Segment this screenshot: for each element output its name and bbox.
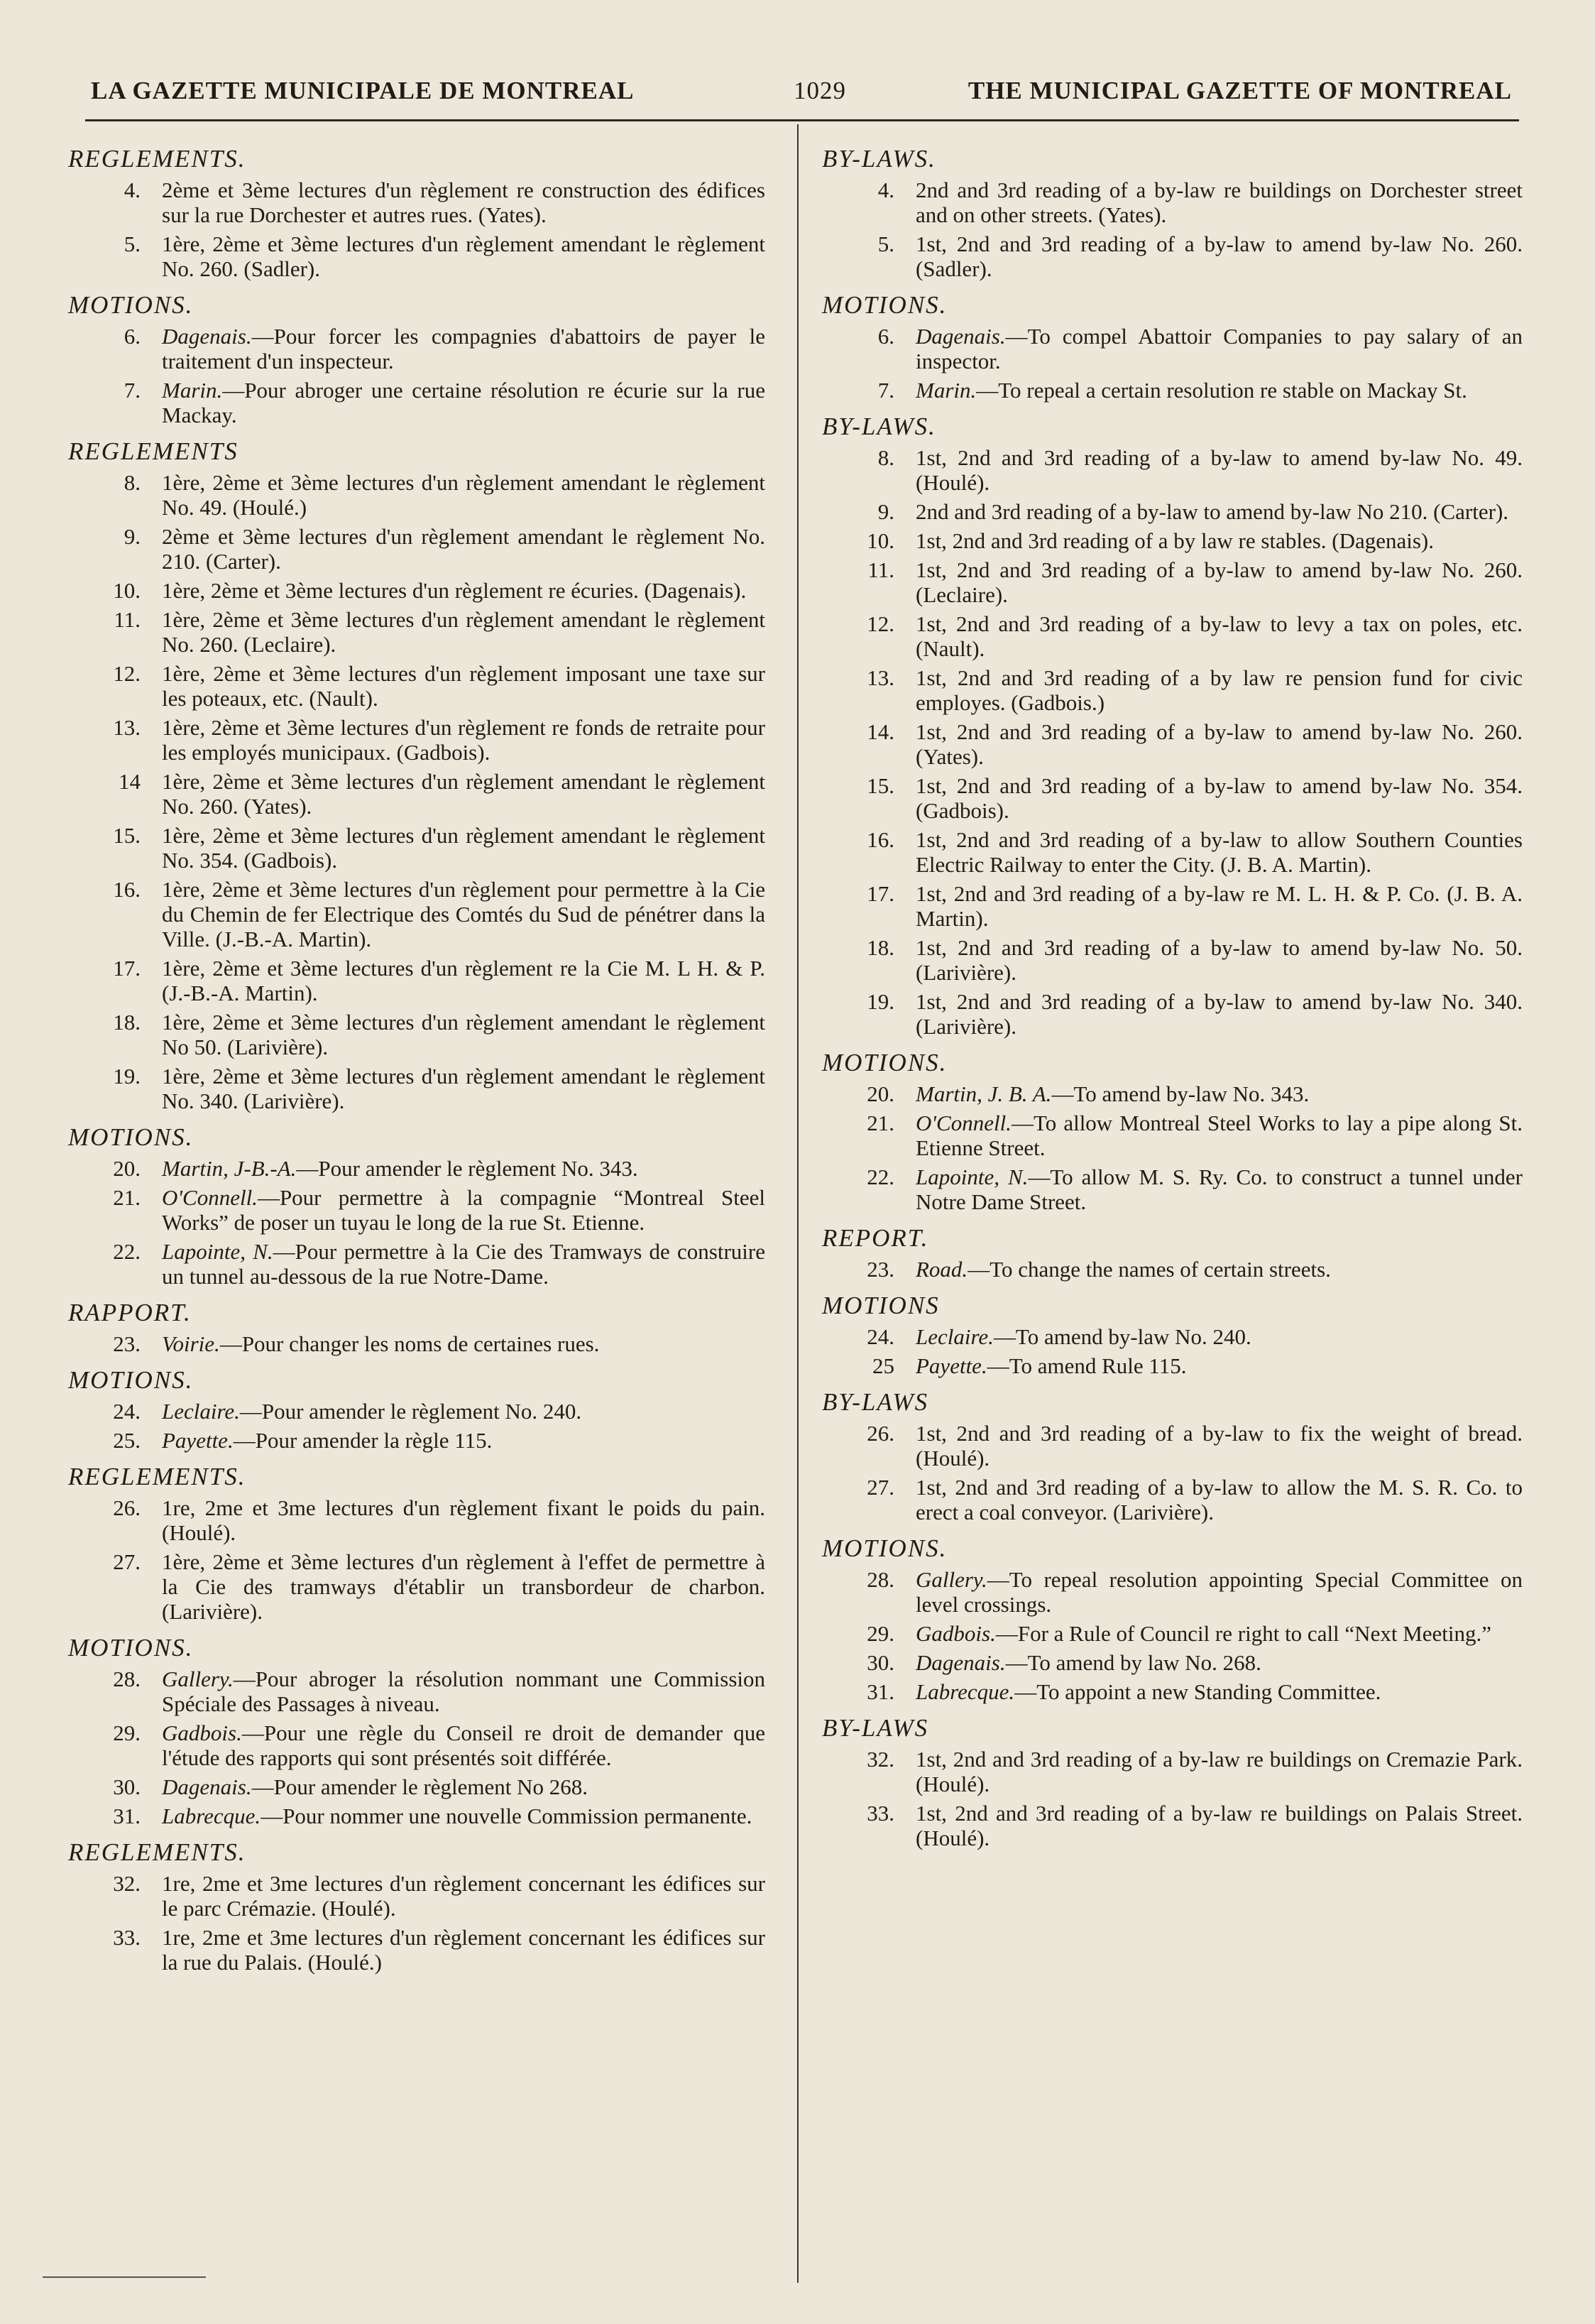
item-mover: Labrecque. — [916, 1679, 1015, 1704]
item-number: 16. — [113, 877, 141, 902]
item-mover: Voirie. — [162, 1331, 220, 1356]
agenda-item — [809, 1353, 1537, 1378]
item-number: 13. — [867, 665, 894, 690]
item-mover: Lapointe, N. — [162, 1239, 273, 1264]
item-text: 2nd and 3rd reading of a by-law to amend by-law No 210. (Carter). — [916, 499, 1509, 524]
item-number: 6. — [877, 324, 894, 349]
item-number: 24. — [867, 1324, 894, 1349]
item-number: 8. — [124, 470, 141, 495]
item-number: 12. — [113, 661, 141, 686]
item-text: 1st, 2nd and 3rd reading of a by-law to amend by-law No. 354. (Gadbois). — [916, 773, 1523, 823]
section-heading: REGLEMENTS — [68, 437, 239, 465]
agenda-item — [55, 956, 779, 1005]
section-heading: MOTIONS. — [68, 291, 194, 319]
agenda-item — [809, 1621, 1537, 1646]
item-text: 1ère, 2ème et 3ème lectures d'un règlement re la Cie M. L H. & P. (J.-B.-A. Martin). — [162, 956, 765, 1005]
column-divider — [797, 124, 799, 2283]
agenda-item — [809, 499, 1537, 524]
item-number: 15. — [867, 773, 894, 798]
agenda-item — [809, 1164, 1537, 1214]
item-mover: O'Connell. — [916, 1111, 1012, 1135]
agenda-item — [55, 1925, 779, 1975]
footer-rule — [43, 2276, 206, 2278]
agenda-item — [809, 1567, 1537, 1617]
item-number: 7. — [877, 378, 894, 403]
item-number: 18. — [867, 935, 894, 960]
agenda-item — [55, 769, 779, 819]
item-number: 5. — [124, 231, 141, 256]
section-heading: BY-LAWS. — [822, 413, 936, 440]
item-text: —Pour amender la règle 115. — [233, 1428, 493, 1453]
item-text: —To amend Rule 115. — [987, 1353, 1187, 1378]
item-number: 28. — [113, 1666, 141, 1691]
item-text: —To amend by-law No. 240. — [993, 1324, 1251, 1349]
item-mover: Dagenais. — [162, 1774, 252, 1799]
item-number: 21. — [867, 1111, 894, 1135]
item-text: 1st, 2nd and 3rd reading of a by-law to allow Southern Counties Electric Railway to enter the City. (J. B. A. Martin). — [916, 827, 1523, 877]
item-number: 17. — [867, 881, 894, 906]
page-number: 1029 — [794, 77, 846, 104]
item-text: —Pour permettre à la Cie des Tramways de construire un tunnel au-dessous de la rue Notre-Dame. — [162, 1239, 765, 1289]
section-heading: REGLEMENTS. — [68, 145, 246, 173]
item-number: 31. — [113, 1804, 141, 1828]
item-number: 22. — [113, 1239, 141, 1264]
item-text: 1ère, 2ème et 3ème lectures d'un règlement amendant le règlement No. 340. (Larivière). — [162, 1064, 765, 1113]
agenda-item — [55, 1428, 779, 1453]
item-number: 27. — [867, 1475, 894, 1500]
item-mover: Gallery. — [162, 1666, 234, 1691]
header-rule — [85, 119, 1519, 121]
item-number: 19. — [867, 989, 894, 1014]
item-number: 4. — [124, 178, 141, 202]
agenda-item — [55, 1804, 779, 1828]
item-mover: Leclaire. — [162, 1399, 240, 1424]
agenda-item — [55, 324, 779, 373]
item-number: 16. — [867, 827, 894, 852]
agenda-item — [809, 665, 1537, 715]
item-number: 8. — [877, 445, 894, 470]
item-text: 1ère, 2ème et 3ème lectures d'un règlement amendant le règlement No. 49. (Houlé.) — [162, 470, 765, 520]
agenda-item — [809, 178, 1537, 227]
item-number: 27. — [113, 1549, 141, 1574]
agenda-item — [55, 1720, 779, 1770]
item-number: 6. — [124, 324, 141, 349]
item-text: 1ère, 2ème et 3ème lectures d'un règlement à l'effet de permettre à la Cie des tramways d'établir un transbordeur de charbon. (Larivière). — [162, 1549, 765, 1624]
item-text: 1st, 2nd and 3rd reading of a by law re pension fund for civic employes. (Gadbois.) — [916, 665, 1523, 715]
section-heading: BY-LAWS — [822, 1388, 929, 1416]
item-number: 23. — [113, 1331, 141, 1356]
item-text: 1st, 2nd and 3rd reading of a by-law re M. L. H. & P. Co. (J. B. A. Martin). — [916, 881, 1523, 931]
item-text: —To repeal resolution appointing Special Committee on level crossings. — [916, 1567, 1523, 1617]
agenda-item — [55, 1064, 779, 1113]
agenda-item — [809, 773, 1537, 823]
section-heading: REPORT. — [822, 1224, 929, 1252]
header-title-french: LA GAZETTE MUNICIPALE DE MONTREAL — [91, 77, 635, 104]
item-text: —Pour une règle du Conseil re droit de demander que l'étude des rapports qui sont présentés soit différée. — [162, 1720, 765, 1770]
item-number: 28. — [867, 1567, 894, 1592]
item-text: —Pour nommer une nouvelle Commission permanente. — [261, 1804, 752, 1828]
item-mover: Marin. — [916, 378, 977, 403]
section-heading: BY-LAWS — [822, 1714, 929, 1742]
item-text: 1st, 2nd and 3rd reading of a by-law to amend by-law No. 260. (Yates). — [916, 719, 1523, 769]
agenda-item — [55, 524, 779, 574]
item-number: 21. — [113, 1185, 141, 1210]
item-text: 1st, 2nd and 3rd reading of a by-law re buildings on Palais Street. (Houlé). — [916, 1801, 1523, 1850]
item-text: 1ère, 2ème et 3ème lectures d'un règlement re fonds de retraite pour les employés municipaux. (Gadbois). — [162, 715, 765, 765]
item-text: 1st, 2nd and 3rd reading of a by-law to amend by-law No. 50. (Larivière). — [916, 935, 1523, 985]
item-number: 20. — [113, 1156, 141, 1181]
item-number: 9. — [877, 499, 894, 524]
item-text: —To appoint a new Standing Committee. — [1014, 1679, 1381, 1704]
item-text: 1ère, 2ème et 3ème lectures d'un règlement amendant le règlement No. 260. (Leclaire). — [162, 607, 765, 657]
item-mover: Lapointe, N. — [916, 1164, 1029, 1189]
section-heading: BY-LAWS. — [822, 145, 936, 173]
item-text: —To amend by-law No. 343. — [1051, 1081, 1310, 1106]
item-text: 1st, 2nd and 3rd reading of a by-law to amend by-law No. 260. (Sadler). — [916, 231, 1523, 281]
item-number: 13. — [113, 715, 141, 740]
agenda-item — [809, 1747, 1537, 1796]
section-heading: MOTIONS. — [822, 1534, 948, 1562]
page-header — [85, 77, 1519, 112]
section-heading: MOTIONS. — [68, 1634, 194, 1662]
item-text: 2ème et 3ème lectures d'un règlement re construction des édifices sur la rue Dorchester et autres rues. (Yates). — [162, 178, 765, 227]
item-number: 14. — [867, 719, 894, 744]
item-number: 30. — [113, 1774, 141, 1799]
agenda-item — [55, 1010, 779, 1059]
item-text: 2nd and 3rd reading of a by-law re buildings on Dorchester street and on other streets. (Yates). — [916, 178, 1523, 227]
item-text: 1ère, 2ème et 3ème lectures d'un règlement re écuries. (Dagenais). — [162, 578, 747, 603]
section-heading: MOTIONS. — [68, 1366, 194, 1394]
item-number: 4. — [877, 178, 894, 202]
agenda-item — [809, 935, 1537, 985]
item-text: —Pour amender le règlement No 268. — [251, 1774, 588, 1799]
agenda-item — [809, 611, 1537, 661]
item-mover: Gallery. — [916, 1567, 987, 1592]
section-heading: REGLEMENTS. — [68, 1463, 246, 1490]
agenda-item — [55, 1495, 779, 1545]
item-text: —For a Rule of Council re right to call “Next Meeting.” — [995, 1621, 1492, 1646]
item-mover: Gadbois. — [162, 1720, 242, 1745]
item-number: 9. — [124, 524, 141, 549]
item-text: —To compel Abattoir Companies to pay salary of an inspector. — [916, 324, 1523, 373]
item-number: 30. — [867, 1650, 894, 1675]
item-text: —To allow M. S. Ry. Co. to construct a tunnel under Notre Dame Street. — [916, 1164, 1523, 1214]
item-mover: Martin, J-B.-A. — [162, 1156, 297, 1181]
agenda-item — [809, 1081, 1537, 1106]
item-number: 25. — [113, 1428, 141, 1453]
item-number: 11. — [114, 607, 141, 632]
item-number: 20. — [867, 1081, 894, 1106]
item-text: —Pour forcer les compagnies d'abattoirs de payer le traitement d'un inspecteur. — [162, 324, 765, 373]
item-number: 24. — [113, 1399, 141, 1424]
item-text: 1ère, 2ème et 3ème lectures d'un règlement amendant le règlement No. 260. (Sadler). — [162, 231, 765, 281]
agenda-item — [809, 1801, 1537, 1850]
item-mover: Labrecque. — [162, 1804, 261, 1828]
item-text: —Pour permettre à la compagnie “Montreal Steel Works” de poser un tuyau le long de la rue St. Etienne. — [162, 1185, 765, 1235]
item-text: 1st, 2nd and 3rd reading of a by-law to amend by-law No. 340. (Larivière). — [916, 989, 1523, 1039]
agenda-item — [809, 1257, 1537, 1282]
item-text: —Pour abroger une certaine résolution re écurie sur la rue Mackay. — [162, 378, 765, 427]
item-text: 1st, 2nd and 3rd reading of a by-law to amend by-law No. 49. (Houlé). — [916, 445, 1523, 495]
item-text: 1st, 2nd and 3rd reading of a by-law to amend by-law No. 260. (Leclaire). — [916, 557, 1523, 607]
item-text: 1ère, 2ème et 3ème lectures d'un règlement amendant le règlement No. 354. (Gadbois). — [162, 823, 765, 873]
item-text: 1st, 2nd and 3rd reading of a by-law re buildings on Cremazie Park. (Houlé). — [916, 1747, 1523, 1796]
section-heading: MOTIONS — [822, 1292, 940, 1319]
item-number: 10. — [113, 578, 141, 603]
item-number: 15. — [113, 823, 141, 848]
agenda-item — [809, 1679, 1537, 1704]
item-number: 33. — [113, 1925, 141, 1950]
agenda-item — [809, 557, 1537, 607]
item-mover: Dagenais. — [916, 324, 1006, 349]
agenda-item — [55, 1549, 779, 1624]
agenda-item — [809, 1475, 1537, 1524]
item-number: 10. — [867, 528, 894, 553]
item-number: 22. — [867, 1164, 894, 1189]
item-text: —To repeal a certain resolution re stable on Mackay St. — [976, 378, 1467, 403]
item-number: 12. — [867, 611, 894, 636]
agenda-item — [809, 719, 1537, 769]
item-text: 1st, 2nd and 3rd reading of a by law re stables. (Dagenais). — [916, 528, 1434, 553]
english-column — [809, 135, 1537, 1855]
item-text: 1ère, 2ème et 3ème lectures d'un règlement amendant le règlement No 50. (Larivière). — [162, 1010, 765, 1059]
agenda-item — [55, 661, 779, 711]
agenda-item — [55, 1156, 779, 1181]
header-title-english: THE MUNICIPAL GAZETTE OF MONTREAL — [968, 77, 1512, 104]
agenda-item — [809, 378, 1537, 403]
item-mover: Dagenais. — [916, 1650, 1006, 1675]
item-text: —Pour amender le règlement No. 343. — [296, 1156, 638, 1181]
item-mover: Leclaire. — [916, 1324, 994, 1349]
item-text: 1st, 2nd and 3rd reading of a by-law to levy a tax on poles, etc. (Nault). — [916, 611, 1523, 661]
agenda-item — [809, 231, 1537, 281]
item-mover: Dagenais. — [162, 324, 252, 349]
section-heading: MOTIONS. — [68, 1123, 194, 1151]
item-mover: O'Connell. — [162, 1185, 258, 1210]
agenda-item — [55, 378, 779, 427]
section-heading: MOTIONS. — [822, 291, 948, 319]
item-text: 1re, 2me et 3me lectures d'un règlement concernant les édifices sur la rue du Palais. (Houlé.) — [162, 1925, 765, 1975]
french-column — [55, 135, 779, 1979]
item-number: 14 — [119, 769, 141, 794]
item-text: 1re, 2me et 3me lectures d'un règlement concernant les édifices sur le parc Crémazie. (Houlé). — [162, 1871, 765, 1921]
item-number: 31. — [867, 1679, 894, 1704]
agenda-item — [55, 823, 779, 873]
agenda-item — [809, 1111, 1537, 1160]
item-text: 1ère, 2ème et 3ème lectures d'un règlement amendant le règlement No. 260. (Yates). — [162, 769, 765, 819]
agenda-item — [55, 470, 779, 520]
item-text: 1st, 2nd and 3rd reading of a by-law to allow the M. S. R. Co. to erect a coal conveyor. (Larivière). — [916, 1475, 1523, 1524]
agenda-item — [809, 827, 1537, 877]
agenda-item — [55, 1239, 779, 1289]
item-number: 17. — [113, 956, 141, 981]
section-heading: RAPPORT. — [68, 1299, 192, 1326]
section-heading: REGLEMENTS. — [68, 1838, 246, 1866]
item-text: —Pour abroger la résolution nommant une Commission Spéciale des Passages à niveau. — [162, 1666, 765, 1716]
item-number: 5. — [877, 231, 894, 256]
agenda-item — [55, 1871, 779, 1921]
agenda-item — [55, 1331, 779, 1356]
agenda-item — [809, 1421, 1537, 1471]
item-number: 33. — [867, 1801, 894, 1826]
item-text: —Pour amender le règlement No. 240. — [239, 1399, 582, 1424]
item-number: 32. — [867, 1747, 894, 1772]
item-number: 18. — [113, 1010, 141, 1035]
item-number: 29. — [867, 1621, 894, 1646]
item-text: —Pour changer les noms de certaines rues. — [219, 1331, 600, 1356]
agenda-item — [809, 881, 1537, 931]
item-text: 2ème et 3ème lectures d'un règlement amendant le règlement No. 210. (Carter). — [162, 524, 765, 574]
item-mover: Martin, J. B. A. — [916, 1081, 1052, 1106]
item-number: 29. — [113, 1720, 141, 1745]
agenda-item — [55, 607, 779, 657]
item-text: 1ère, 2ème et 3ème lectures d'un règlement pour permettre à la Cie du Chemin de fer Electrique des Comtés du Sud de pénétrer dans la Ville. (J.-B.-A. Martin). — [162, 877, 765, 951]
item-text: 1re, 2me et 3me lectures d'un règlement fixant le poids du pain. (Houlé). — [162, 1495, 765, 1545]
item-number: 26. — [867, 1421, 894, 1446]
item-mover: Gadbois. — [916, 1621, 996, 1646]
agenda-item — [55, 1185, 779, 1235]
item-number: 23. — [867, 1257, 894, 1282]
item-mover: Payette. — [162, 1428, 234, 1453]
item-text: —To amend by law No. 268. — [1005, 1650, 1261, 1675]
agenda-item — [55, 231, 779, 281]
item-mover: Marin. — [162, 378, 223, 403]
item-number: 32. — [113, 1871, 141, 1896]
item-mover: Payette. — [916, 1353, 987, 1378]
agenda-item — [809, 445, 1537, 495]
agenda-item — [55, 715, 779, 765]
item-number: 19. — [113, 1064, 141, 1089]
agenda-item — [55, 578, 779, 603]
agenda-item — [809, 1650, 1537, 1675]
item-number: 11. — [867, 557, 894, 582]
item-number: 26. — [113, 1495, 141, 1520]
agenda-item — [55, 877, 779, 951]
agenda-item — [809, 1324, 1537, 1349]
item-text: —To change the names of certain streets. — [968, 1257, 1331, 1282]
item-text: 1st, 2nd and 3rd reading of a by-law to fix the weight of bread. (Houlé). — [916, 1421, 1523, 1471]
section-heading: MOTIONS. — [822, 1049, 948, 1076]
item-text: —To allow Montreal Steel Works to lay a pipe along St. Etienne Street. — [916, 1111, 1523, 1160]
item-text: 1ère, 2ème et 3ème lectures d'un règlement imposant une taxe sur les poteaux, etc. (Nault). — [162, 661, 765, 711]
agenda-item — [55, 1666, 779, 1716]
agenda-item — [809, 528, 1537, 553]
item-number: 7. — [124, 378, 141, 403]
agenda-item — [55, 1774, 779, 1799]
item-number: 25 — [872, 1353, 894, 1378]
agenda-item — [55, 1399, 779, 1424]
agenda-item — [809, 324, 1537, 373]
agenda-item — [55, 178, 779, 227]
item-mover: Road. — [916, 1257, 968, 1282]
agenda-item — [809, 989, 1537, 1039]
